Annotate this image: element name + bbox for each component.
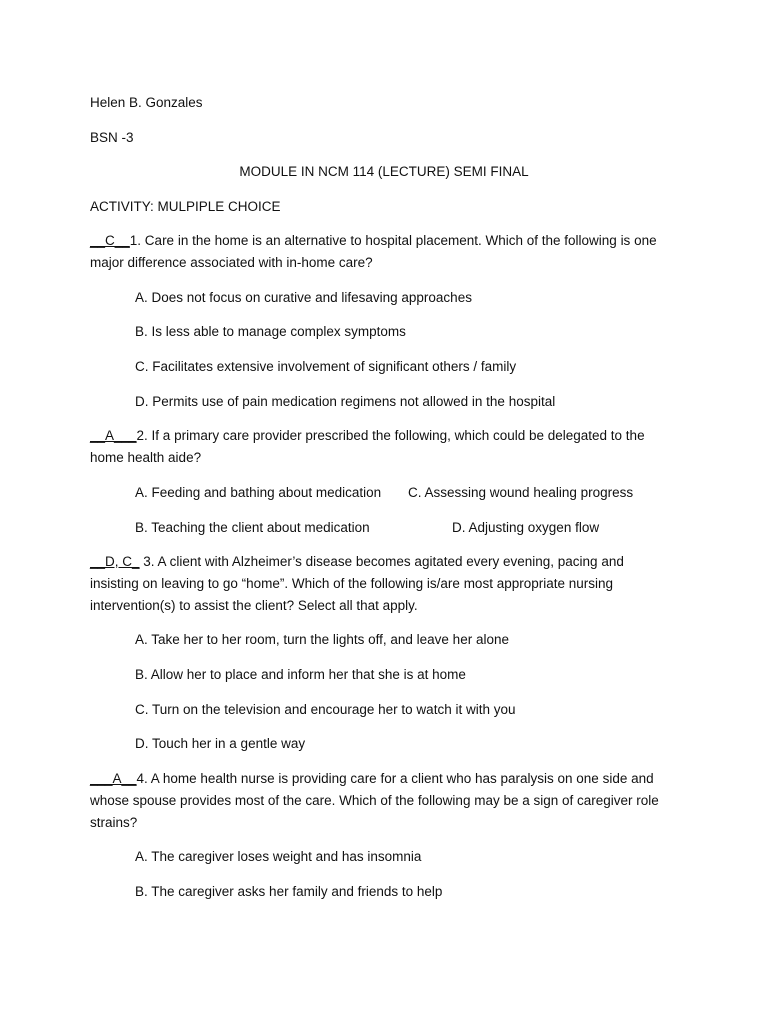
question-3-text: 3. A client with Alzheimer’s disease becomes agitated every evening, pacing and: [143, 554, 624, 569]
question-1-answer: __C__: [90, 233, 130, 248]
question-4-line-1: [90, 768, 654, 790]
question-4-text: 4. A home health nurse is providing care for a client who has paralysis on one side and: [136, 771, 654, 786]
question-3-line-3: intervention(s) to assist the client? Select all that apply.: [90, 598, 418, 613]
question-1-text: 1. Care in the home is an alternative to hospital placement. Which of the following is one: [129, 233, 657, 248]
student-name: Helen B. Gonzales: [90, 95, 203, 110]
question-2-option-d: D. Adjusting oxygen flow: [452, 520, 600, 535]
question-1-option-b: B. Is less able to manage complex symptoms: [135, 324, 406, 339]
question-2-option-c: C. Assessing wound healing progress: [408, 485, 634, 500]
question-1-option-d: D. Permits use of pain medication regimens not allowed in the hospital: [135, 394, 556, 409]
module-title: MODULE IN NCM 114 (LECTURE) SEMI FINAL: [239, 164, 529, 179]
question-2-text: 2. If a primary care provider prescribed the following, which could be delegated to the: [136, 428, 645, 443]
question-4-answer: ___A__: [90, 771, 137, 786]
question-2-option-a: A. Feeding and bathing about medication: [135, 485, 382, 500]
question-2-option-b: B. Teaching the client about medication: [135, 520, 370, 535]
question-3-line-2: insisting on leaving to go “home”. Which of the following is/are most appropriate nursing: [90, 576, 614, 591]
question-4-line-3: strains?: [90, 815, 138, 830]
question-4-option-a: A. The caregiver loses weight and has insomnia: [135, 849, 422, 864]
question-4-line-2: whose spouse provides most of the care. Which of the following may be a sign of caregiver role: [90, 793, 659, 808]
question-3-option-b: B. Allow her to place and inform her that she is at home: [135, 667, 466, 682]
question-2-answer: __A___: [90, 428, 137, 443]
question-4-option-b: B. The caregiver asks her family and friends to help: [135, 884, 443, 899]
question-3-option-d: D. Touch her in a gentle way: [135, 736, 306, 751]
question-1-option-a: A. Does not focus on curative and lifesaving approaches: [135, 290, 472, 305]
question-3-answer: __D, C_: [90, 554, 140, 569]
question-3-option-c: C. Turn on the television and encourage her to watch it with you: [135, 702, 516, 717]
question-3-option-a: A. Take her to her room, turn the lights off, and leave her alone: [135, 632, 509, 647]
question-2-line-2: home health aide?: [90, 450, 202, 465]
question-3-line-1: [90, 551, 624, 573]
question-2-line-1: [90, 425, 645, 447]
question-1-line-2: major difference associated with in-home care?: [90, 255, 373, 270]
question-1-option-c: C. Facilitates extensive involvement of significant others / family: [135, 359, 517, 374]
student-course: BSN -3: [90, 130, 134, 145]
question-1-line-1: [90, 230, 657, 252]
activity-label: ACTIVITY: MULPIPLE CHOICE: [90, 199, 281, 214]
